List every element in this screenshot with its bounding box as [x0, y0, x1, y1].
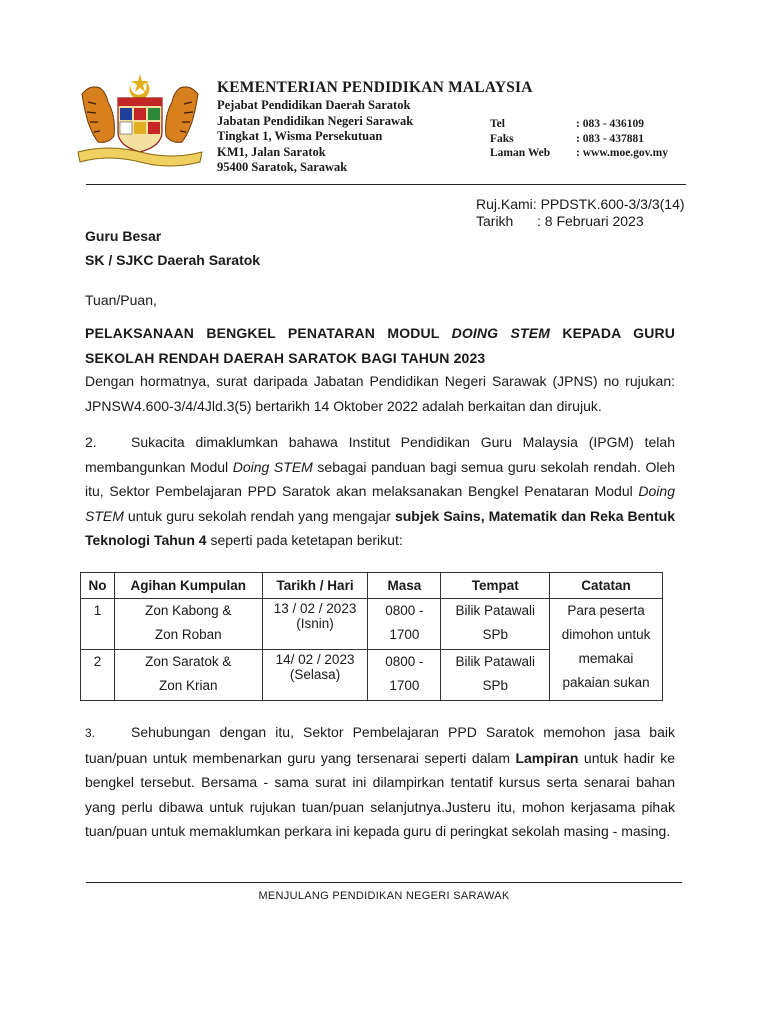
- fax-label: Faks: [490, 132, 514, 145]
- subject-part: KEPADA GURU SEKOLAH RENDAH DAERAH SARATOK BAGI TAHUN 2023: [85, 325, 676, 366]
- ruj-value: : PPDSTK.600-3/3/3(14): [532, 196, 685, 212]
- address-line: Tingkat 1, Wisma Persekutuan: [217, 129, 383, 143]
- ruj-label: Ruj.Kami: [476, 196, 533, 212]
- table-row: [81, 599, 663, 650]
- cell-line: Zon Kabong &: [145, 603, 232, 618]
- cell-time: [368, 650, 441, 701]
- cell-line: (Isnin): [296, 616, 334, 631]
- text-run: untuk guru sekolah rendah yang mengajar: [123, 507, 395, 524]
- contact-block: [490, 117, 668, 161]
- paragraph-2: [85, 430, 675, 553]
- cell-date: [262, 599, 368, 650]
- cell-time: [368, 599, 441, 650]
- malaysia-coat-of-arms-icon: [74, 72, 206, 168]
- col-header: Agihan Kumpulan: [114, 573, 262, 599]
- tel-label: Tel: [490, 118, 505, 130]
- text-run: Sukacita dimaklumkan bahawa Institut Pendidikan Guru Malaysia (IPGM) telah membangunkan Modul: [85, 434, 675, 475]
- paragraph-number: 2.: [85, 434, 97, 450]
- schedule-table: [80, 572, 663, 701]
- date-value: : 8 Februari 2023: [537, 213, 644, 229]
- cell-group: [114, 599, 262, 650]
- address-line: 95400 Saratok, Sarawak: [217, 160, 348, 174]
- cell-line: 0800 -: [385, 603, 424, 618]
- recipient-title: Guru Besar: [85, 228, 162, 244]
- paragraph-number: 3.: [85, 726, 96, 740]
- text-run: sebagai panduan bagi semua guru sekolah rendah. Oleh itu, Sektor Pembelajaran PPD Saratok akan melaksanakan Bengkel Penataran Modul: [85, 458, 676, 499]
- cell-note: [550, 599, 663, 701]
- cell-line: memakai: [578, 651, 634, 666]
- cell-line: SPb: [482, 678, 508, 693]
- text-run: Sehubungan dengan itu, Sektor Pembelajaran PPD Saratok memohon jasa baik tuan/puan untuk membenarkan guru yang tersenarai seperti dalam: [85, 724, 675, 766]
- col-header: Catatan: [550, 573, 663, 599]
- footer-motto: MENJULANG PENDIDIKAN NEGERI SARAWAK: [258, 890, 510, 902]
- ministry-name: KEMENTERIAN PENDIDIKAN MALAYSIA: [217, 79, 533, 96]
- cell-line: 1700: [389, 627, 420, 642]
- cell-date: [262, 650, 368, 701]
- subject-italic: DOING STEM: [451, 325, 551, 341]
- cell-line: Bilik Patawali: [455, 654, 535, 669]
- subject-part: PELAKSANAAN BENGKEL PENATARAN MODUL: [85, 325, 452, 341]
- col-header: Tarikh / Hari: [262, 573, 368, 599]
- header-divider: [86, 184, 686, 185]
- col-header: Tempat: [441, 573, 550, 599]
- paragraph-3: [85, 720, 675, 844]
- cell-line: 0800 -: [385, 654, 424, 669]
- fax-value: : 083 - 437881: [576, 132, 645, 145]
- cell-line: dimohon untuk: [561, 627, 651, 642]
- cell-line: Zon Krian: [159, 678, 218, 693]
- cell-line: Bilik Patawali: [455, 603, 535, 618]
- address-line: KM1, Jalan Saratok: [217, 144, 326, 159]
- text-run: untuk hadir ke bengkel tersebut. Bersama - sama surat ini dilampirkan tentatif kursus serta senarai bahan yang perlu dibawa untuk rujukan tuan/puan selanjutnya.Justeru itu, mohon kerjasama pihak tuan/puan untuk memaklumkan perkara ini kepada guru di peringkat sekolah masing - masing.: [85, 749, 675, 839]
- letter-subject: [85, 321, 675, 371]
- website-value: : www.moe.gov.my: [576, 147, 668, 159]
- salutation: Tuan/Puan,: [85, 292, 157, 308]
- cell-line: (Selasa): [289, 667, 341, 682]
- bold-run: subjek Sains, Matematik dan Reka Bentuk Teknologi Tahun 4: [85, 507, 675, 548]
- footer-divider: [86, 882, 682, 883]
- cell-no: 2: [81, 650, 115, 701]
- date-label: Tarikh: [476, 213, 514, 229]
- cell-line: Para peserta: [567, 603, 645, 618]
- cell-line: 1700: [389, 678, 420, 693]
- cell-line: 13 / 02 / 2023: [273, 601, 357, 616]
- cell-place: [441, 599, 550, 650]
- paragraph-1: Dengan hormatnya, surat daripada Jabatan Pendidikan Negeri Sarawak (JPNS) no rujukan: JPNSW4.600-3/4/4Jld.3(5) bertarikh 14 Oktober 2022 adalah berkaitan dan dirujuk.: [85, 373, 675, 414]
- reference-block: [476, 196, 685, 230]
- cell-group: [114, 650, 262, 701]
- bold-run: Lampiran: [515, 749, 579, 766]
- cell-line: Zon Roban: [154, 627, 222, 642]
- tel-value: : 083 - 436109: [576, 118, 645, 130]
- italic-run: Doing STEM: [85, 483, 675, 524]
- cell-line: SPb: [482, 627, 508, 642]
- address-line: Jabatan Pendidikan Negeri Sarawak: [217, 113, 414, 128]
- cell-line: Zon Saratok &: [145, 654, 232, 669]
- website-label: Laman Web: [490, 147, 551, 159]
- recipient-school: SK / SJKC Daerah Saratok: [85, 252, 261, 268]
- cell-no: 1: [81, 599, 115, 650]
- col-header: Masa: [368, 573, 441, 599]
- col-header: No: [81, 573, 115, 599]
- address-line: Pejabat Pendidikan Daerah Saratok: [217, 98, 411, 112]
- cell-place: [441, 650, 550, 701]
- cell-line: 14/ 02 / 2023: [275, 652, 355, 667]
- table-header-row: [81, 573, 663, 599]
- office-address: [217, 98, 413, 176]
- italic-run: Doing STEM: [232, 458, 313, 475]
- text-run: seperti pada ketetapan berikut:: [206, 532, 403, 548]
- cell-line: pakaian sukan: [562, 675, 650, 690]
